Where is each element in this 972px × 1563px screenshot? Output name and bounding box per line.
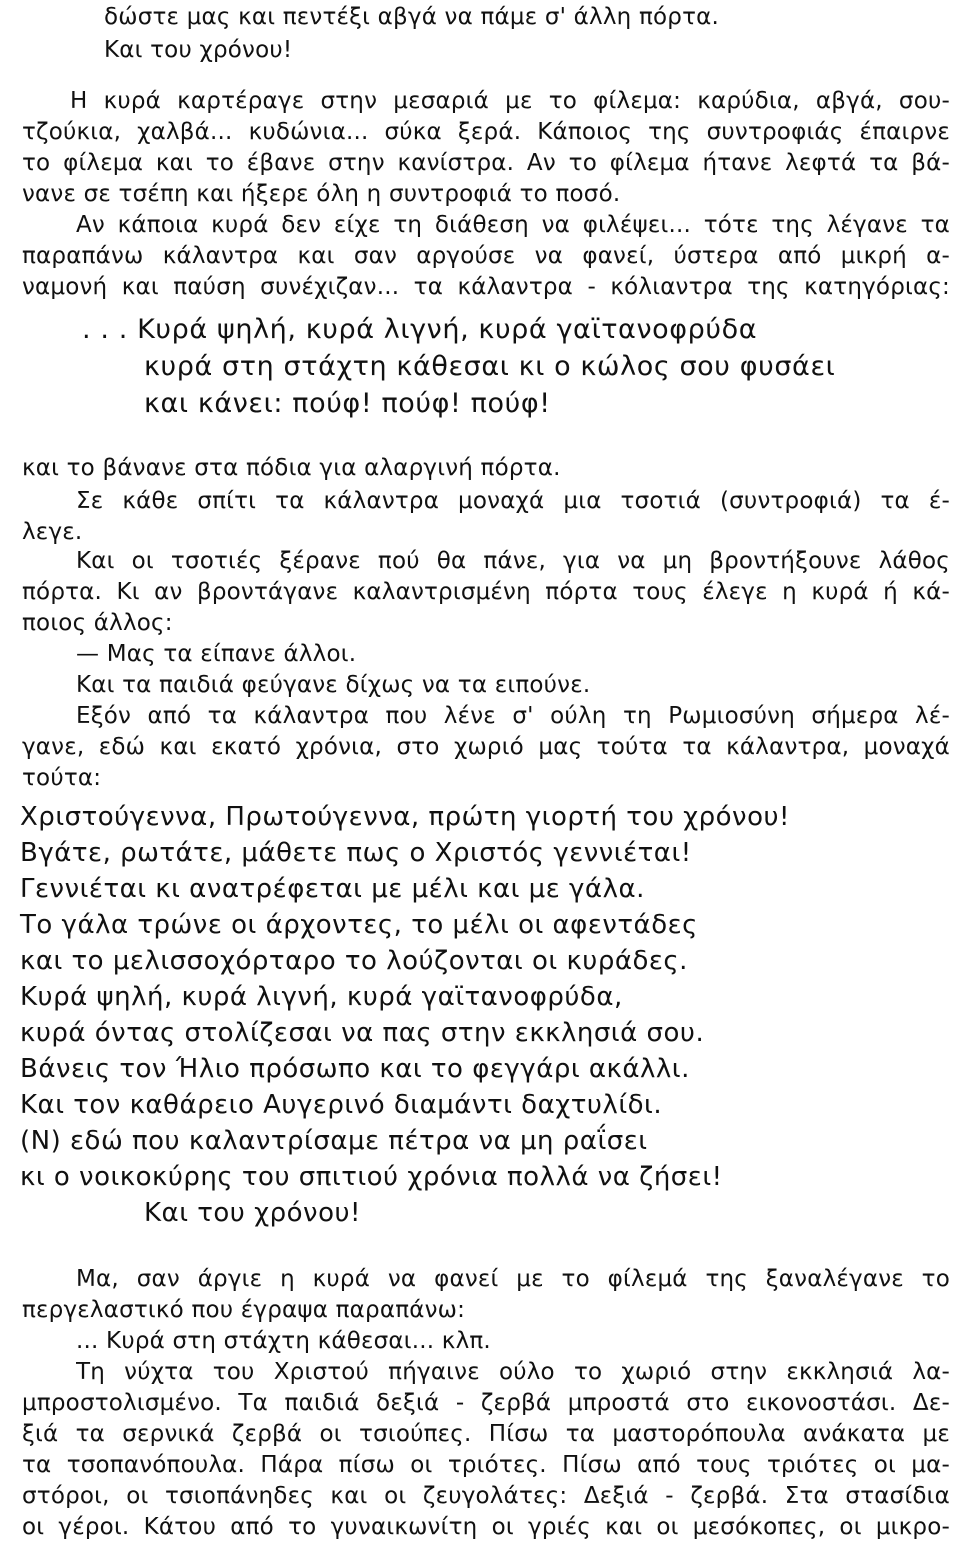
text-line: Σε κάθε σπίτι τα κάλαντρα μοναχά μια τσοτιά (συντροφιά) τα έ- — [76, 488, 950, 514]
poem-line: κυρά όντας στολίζεσαι να πας στην εκκλησιά σου. — [20, 1018, 705, 1048]
poem-line: Βάνεις τον Ήλιο πρόσωπο και το φεγγάρι ακάλλι. — [20, 1054, 690, 1084]
poem-line: Το γάλα τρώνε οι άρχοντες, το μέλι οι αφεντάδες — [20, 910, 698, 940]
poem-line: (Ν) εδώ που καλαντρίσαμε πέτρα να μη ραΐσει — [20, 1126, 648, 1156]
text-line: μπροστολισμένο. Τα παιδιά δεξιά - ζερβά μπροστά στο εικονοστάσι. Δε- — [22, 1390, 950, 1416]
text-line: ... Κυρά στη στάχτη κάθεσαι... κλπ. — [76, 1328, 491, 1354]
text-line: τα τσοπανόπουλα. Πάρα πίσω οι τριότες. Πίσω από τους τριότες οι μα- — [22, 1452, 950, 1478]
text-line: στόροι, οι τσιοπάνηδες και οι ζευγολάτες: Δεξιά - ζερβά. Στα στασίδια — [22, 1483, 950, 1509]
text-line: τζούκια, χαλβά... κυδώνια... σύκα ξερά. Κάποιος της συντροφιάς έπαιρνε — [22, 119, 950, 145]
poem-line: και το μελισσοχόρταρο το λούζονται οι κυράδες. — [20, 946, 688, 976]
text-line: δώστε μας και πεντέξι αβγά να πάμε σ' άλλη πόρτα. — [104, 4, 719, 30]
text-line: Μα, σαν άργιε η κυρά να φανεί με το φίλεμά της ξαναλέγανε το — [76, 1266, 950, 1292]
text-line: ξιά τα σερνικά ζερβά οι τσιούπες. Πίσω τα μαστορόπουλα ανάκατα με — [22, 1421, 950, 1447]
text-line: Και οι τσοτιές ξέρανε πού θα πάνε, για να μη βροντήξουνε λάθος — [76, 548, 950, 574]
text-line: παραπάνω κάλαντρα και σαν αργούσε να φανεί, ύστερα από μικρή α- — [22, 243, 950, 269]
verse-line: . . . Κυρά ψηλή, κυρά λιγνή, κυρά γαϊτανοφρύδα — [82, 314, 758, 345]
verse-line: και κάνει: πούφ! πούφ! πούφ! — [144, 388, 551, 419]
verse-line: κυρά στη στάχτη κάθεσαι κι ο κώλος σου φυσάει — [144, 351, 836, 382]
poem-line: Κυρά ψηλή, κυρά λιγνή, κυρά γαϊτανοφρύδα, — [20, 982, 623, 1012]
text-line: τούτα: — [22, 765, 102, 791]
text-line: περγελαστικό που έγραψα παραπάνω: — [22, 1297, 466, 1323]
text-line: Η κυρά καρτέραγε στην μεσαριά με το φίλεμα: καρύδια, αβγά, σου- — [70, 88, 950, 114]
dialogue-line: — Μας τα είπανε άλλοι. — [76, 641, 357, 667]
text-line: ναμονή και παύση συνέχιζαν... τα κάλαντρα - κόλιαντρα της κατηγόριας: — [22, 274, 950, 300]
poem-line: Γεννιέται κι ανατρέφεται με μέλι και με γάλα. — [20, 874, 645, 904]
text-line: λεγε. — [22, 519, 83, 545]
poem-line: Χριστούγεννα, Πρωτούγεννα, πρώτη γιορτή του χρόνου! — [20, 802, 790, 832]
poem-line: Και του χρόνου! — [144, 1198, 361, 1228]
text-line: και το βάνανε στα πόδια για αλαργινή πόρτα. — [22, 455, 561, 481]
poem-line: κι ο νοικοκύρης του σπιτιού χρόνια πολλά να ζήσει! — [20, 1162, 723, 1192]
text-line: Και τα παιδιά φεύγανε δίχως να τα ειπούνε. — [76, 672, 591, 698]
text-line: ποιος άλλος: — [22, 610, 173, 636]
text-line: Τη νύχτα του Χριστού πήγαινε ούλο το χωριό στην εκκλησιά λα- — [76, 1359, 950, 1385]
text-line: Αν κάποια κυρά δεν είχε τη διάθεση να φιλέψει... τότε της λέγανε τα — [76, 212, 950, 238]
poem-line: Βγάτε, ρωτάτε, μάθετε πως ο Χριστός γεννιέται! — [20, 838, 692, 868]
text-line: πόρτα. Κι αν βροντάγανε καλαντρισμένη πόρτα τους έλεγε η κυρά ή κά- — [22, 579, 950, 605]
text-line: Εξόν από τα κάλαντρα που λένε σ' ούλη τη Ρωμιοσύνη σήμερα λέ- — [76, 703, 950, 729]
text-line: οι γέροι. Κάτου από το γυναικωνίτη οι γριές και οι μεσόκοπες, οι μικρο- — [22, 1514, 950, 1540]
text-line: Και του χρόνου! — [104, 37, 293, 63]
text-line: το φίλεμα και το έβανε στην κανίστρα. Αν το φίλεμα ήτανε λεφτά τα βά- — [22, 150, 950, 176]
text-line: γανε, εδώ και εκατό χρόνια, στο χωριό μας τούτα τα κάλαντρα, μοναχά — [22, 734, 950, 760]
text-line: νανε σε τσέπη και ήξερε όλη η συντροφιά το ποσό. — [22, 181, 621, 207]
poem-line: Και τον καθάρειο Αυγερινό διαμάντι δαχτυλίδι. — [20, 1090, 663, 1120]
